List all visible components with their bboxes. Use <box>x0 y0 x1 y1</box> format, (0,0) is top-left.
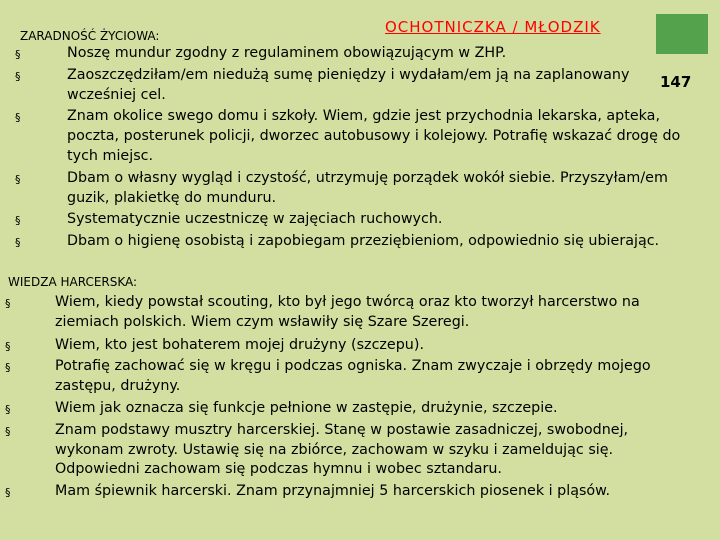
bullet-icon: § <box>15 111 21 125</box>
list-item <box>0 357 712 397</box>
list-item-text: Mam śpiewnik harcerski. Znam przynajmniej 5 harcerskich piosenek i pląsów. <box>55 483 611 500</box>
list-item-text: Systematycznie uczestniczę w zajęciach ruchowych. <box>67 211 443 228</box>
list-item <box>0 66 712 106</box>
bullet-icon: § <box>5 339 11 353</box>
list-item-text: Noszę mundur zgodny z regulaminem obowiązującym w ZHP. <box>67 45 507 61</box>
section-heading-life-skills: ZARADNOŚĆ ŻYCIOWA: <box>20 29 160 43</box>
bullet-icon: § <box>15 236 21 250</box>
list-item-text: Zaoszczędziłam/em niedużą sumę pieniędzy i wydałam/em ją na zaplanowany wcześniej cel. <box>67 66 630 103</box>
bullet-icon: § <box>5 424 11 438</box>
list-item <box>0 482 712 502</box>
bullet-icon: § <box>15 214 21 228</box>
list-item <box>0 293 712 333</box>
list-item <box>0 421 712 480</box>
bullet-icon: § <box>15 69 21 83</box>
list-item-text: Znam okolice swego domu i szkoły. Wiem, gdzie jest przychodnia lekarska, apteka, poczta, posterunek policji, dworzec autobusowy i kolejowy. Potrafię wskazać drogę do tych miejsc. <box>67 108 681 164</box>
bullet-icon: § <box>15 48 21 61</box>
slide-title: OCHOTNICZKA / MŁODZIK <box>385 18 601 36</box>
list-item <box>0 107 712 166</box>
list-item <box>0 399 712 419</box>
bullet-icon: § <box>5 361 11 375</box>
bullet-icon: § <box>5 297 11 310</box>
list-item-text: Dbam o higienę osobistą i zapobiegam przeziębieniom, odpowiednio się ubierając. <box>67 233 660 250</box>
scout-knowledge-list <box>0 293 712 502</box>
list-item-text: Dbam o własny wygląd i czystość, utrzymuję porządek wokół siebie. Przyszyłam/em guzik, plakietkę do munduru. <box>67 169 668 206</box>
life-skills-list <box>0 44 712 252</box>
list-item <box>0 336 712 356</box>
bullet-icon: § <box>15 172 21 186</box>
list-item <box>0 169 712 209</box>
bullet-icon: § <box>5 402 11 416</box>
list-item <box>0 44 712 64</box>
bullet-icon: § <box>5 486 11 500</box>
list-item-text: Znam podstawy musztry harcerskiej. Stanę w postawie zasadniczej, swobodnej, wykonam zwroty. Ustawię się na zbiórce, zachowam w szyku i zameldując się. Odpowiedni zachowam się podczas hymnu i wobec sztandaru. <box>55 421 629 478</box>
section-heading-scout-knowledge: WIEDZA HARCERSKA: <box>8 275 138 289</box>
list-item-text: Wiem jak oznacza się funkcje pełnione w zastępie, drużynie, szczepie. <box>55 399 558 416</box>
list-item-text: Wiem, kto jest bohaterem mojej drużyny (szczepu). <box>55 336 424 353</box>
list-item <box>0 210 712 230</box>
page-number: 147 <box>660 73 692 91</box>
list-item-text: Potrafię zachować się w kręgu i podczas ogniska. Znam zwyczaje i obrzędy mojego zastępu, drużyny. <box>55 358 651 395</box>
list-item <box>0 232 712 252</box>
list-item-text: Wiem, kiedy powstał scouting, kto był jego twórcą oraz kto tworzył harcerstwo na ziemiach polskich. Wiem czym wsławiły się Szare Szeregi. <box>55 294 640 330</box>
